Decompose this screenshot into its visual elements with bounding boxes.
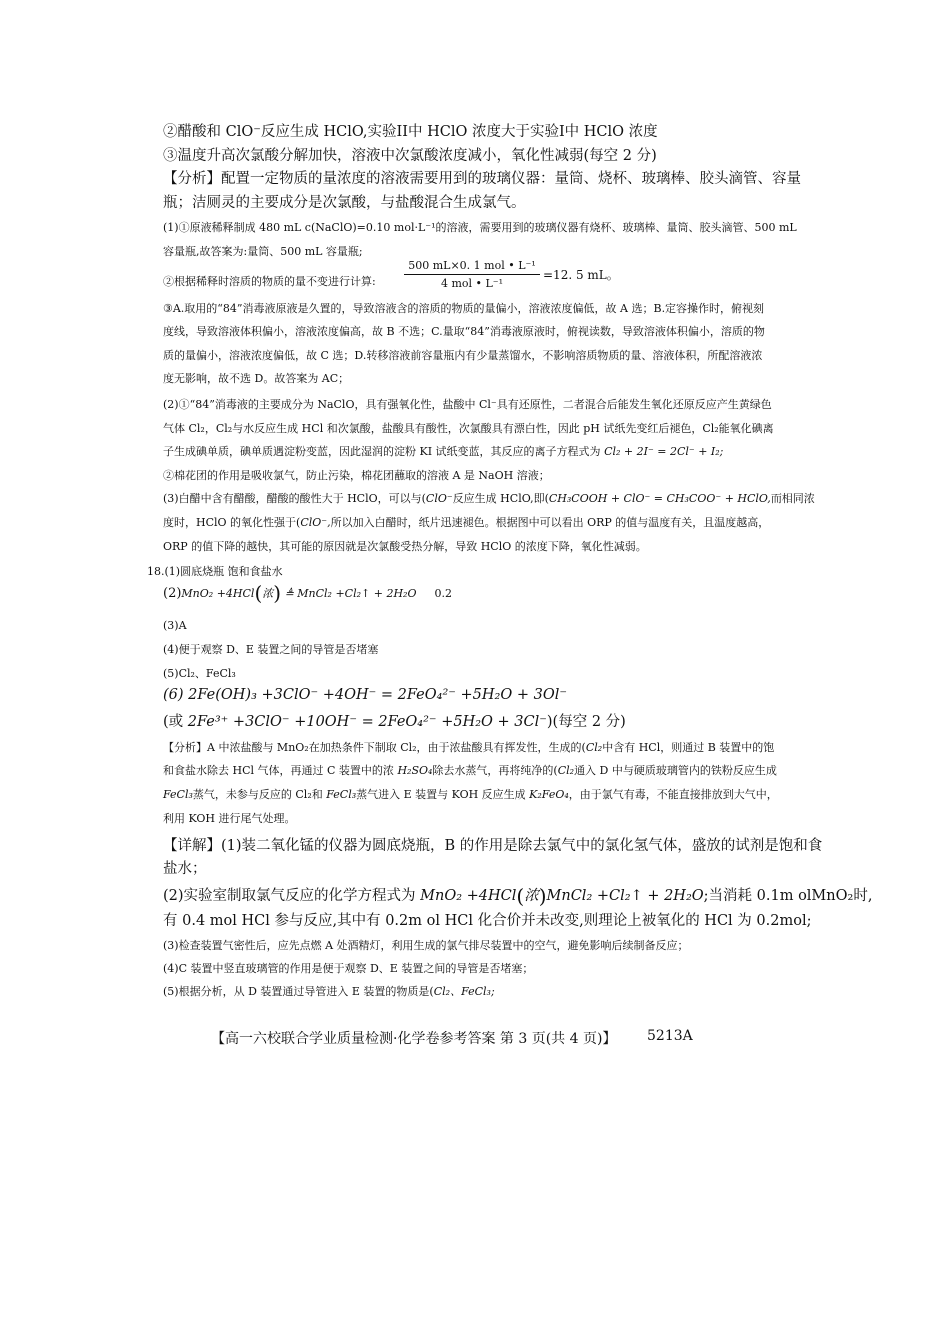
formula: Cl₂、FeCl₃; — [433, 985, 495, 998]
formula: H₂SO₄ — [397, 764, 433, 777]
analysis-line: ②棉花团的作用是吸收氯气，防止污染，棉花团蘸取的溶液 A 是 NaOH 溶液； — [163, 469, 550, 482]
line-text: (5)根据分析，从 D 装置通过导管进入 E 装置的物质是( — [163, 985, 434, 998]
answer-line: (5)Cl₂、FeCl₃ — [163, 667, 236, 680]
answer-line — [163, 581, 452, 605]
line-text: 反应生成 HClO,即( — [452, 492, 549, 505]
detail-heading-line: 【详解】(1)装二氧化锰的仪器为圆底烧瓶，B 的作用是除去氯气中的氯化氢气体，盛放的试剂是饱和食 — [163, 838, 823, 854]
line-text: 【分析】A 中浓盐酸与 MnO₂在加热条件下制取 Cl₂，由于浓盐酸具有挥发性，生成的( — [163, 741, 586, 754]
detail-line: 盐水； — [163, 861, 207, 877]
line-text: 子生成碘单质，碘单质遇淀粉变蓝，因此湿润的淀粉 KI 试纸变蓝，其反应的离子方程式为 — [163, 445, 605, 458]
analysis-line: 容量瓶,故答案为:量筒、500 mL 容量瓶; — [163, 245, 363, 258]
analysis-line: ORP 的值下降的越快，其可能的原因就是次氯酸受热分解，导致 HClO 的浓度下降，氧化性减弱。 — [163, 540, 647, 553]
line-text: 除去水蒸气，再将纯净的( — [432, 764, 558, 777]
line-text: (或 — [163, 714, 188, 730]
line-text: )(每空 2 分) — [546, 714, 626, 730]
line-text: 而相同浓 — [770, 492, 815, 505]
equation: 2Fe³⁺ +3ClO⁻ +10OH⁻ = 2FeO₄²⁻ +5H₂O + 3Cl⁻ — [187, 714, 547, 730]
detail-line: 有 0.4 mol HCl 参与反应,其中有 0.2m ol HCl 化合价并未改变,则理论上被氧化的 HCl 为 0.2mol; — [163, 913, 812, 929]
dilution-fraction — [404, 259, 540, 290]
line-text: ，由于氯气有毒，不能直接排放到大气中， — [568, 788, 778, 801]
fraction-denominator: 4 mol • L⁻¹ — [440, 277, 504, 290]
detail-line — [163, 884, 873, 908]
analysis-line: (2)①“84”消毒液的主要成分为 NaClO，具有强氧化性，盐酸中 Cl⁻具有还原性，二者混合后能发生氧化还原反应产生黄绿色 — [163, 398, 772, 411]
analysis-line: 度无影响，故不选 D。故答案为 AC； — [163, 372, 350, 385]
answer-value: 0.2 — [434, 587, 452, 600]
answer-equation-alt — [163, 710, 626, 731]
line-text: (3)白醋中含有醋酸，醋酸的酸性大于 HClO，可以与( — [163, 492, 426, 505]
detail-line: (3)检查装置气密性后，应先点燃 A 处酒精灯，利用生成的氯气排尽装置中的空气，避免影响后续制备反应； — [163, 939, 689, 952]
analysis-line: 质的量偏小，溶液浓度偏低，故 C 选；D.转移溶液前容量瓶内有少量蒸馏水，不影响溶质物质的量、溶液体积，所配溶液浓 — [163, 349, 763, 362]
analysis-heading-line: 【分析】配置一定物质的量浓度的溶液需要用到的玻璃仪器：量筒、烧杯、玻璃棒、胶头滴管、容量 — [163, 171, 801, 187]
left-paren: ( — [516, 884, 525, 908]
line-text: 度时，HClO 的氧化性强于( — [163, 516, 301, 529]
detail-line — [163, 983, 495, 999]
analysis-line — [163, 490, 815, 506]
analysis-line: 瓶；洁厕灵的主要成分是次氯酸，与盐酸混合生成氯气。 — [163, 195, 526, 211]
formula: 浓 — [524, 888, 539, 904]
detail-line: (4)C 装置中竖直玻璃管的作用是便于观察 D、E 装置之间的导管是否堵塞； — [163, 962, 534, 975]
analysis-line: 度线，导致溶液体积偏小，溶液浓度偏高，故 B 不选；C.量取“84”消毒液原液时，俯视读数，导致溶液体积偏小，溶质的物 — [163, 325, 765, 338]
formula: Cl₂ — [585, 741, 603, 754]
answer-line: (4)便于观察 D、E 装置之间的导管是否堵塞 — [163, 643, 379, 656]
line-text: 和食盐水除去 HCl 气体，再通过 C 装置中的浓 — [163, 764, 398, 777]
analysis-line — [163, 514, 769, 530]
analysis-line — [163, 443, 723, 459]
equation: MnO₂ +4HCl — [420, 888, 517, 904]
question-18-heading: 18.(1)圆底烧瓶 饱和食盐水 — [147, 565, 283, 578]
analysis-line — [163, 762, 777, 778]
formula: 浓 — [262, 587, 274, 600]
analysis-line — [163, 739, 774, 755]
analysis-line — [163, 786, 778, 802]
line-text: 蒸气进入 E 装置与 KOH 反应生成 — [356, 788, 530, 801]
right-paren: ) — [538, 884, 547, 908]
formula: K₂FeO₄ — [529, 788, 569, 801]
equation: ≜ MnCl₂ +Cl₂↑ + 2H₂O — [284, 587, 417, 600]
equation: MnCl₂ +Cl₂↑ + 2H₂O — [546, 888, 704, 904]
formula: ClO⁻, — [300, 516, 331, 529]
formula: ClO⁻ — [425, 492, 453, 505]
formula: FeCl₃ — [163, 788, 193, 801]
fraction-result: =12. 5 mL。 — [543, 268, 619, 282]
line-text: (2) — [163, 586, 182, 601]
analysis-line: (1)①原液稀释制成 480 mL c(NaClO)=0.10 mol·L⁻¹的溶液，需要用到的玻璃仪器有烧杯、玻璃棒、量筒、胶头滴管、500 mL — [163, 221, 797, 234]
fraction-numerator: 500 mL×0. 1 mol • L⁻¹ — [408, 259, 536, 272]
page-footer: 【高一六校联合学业质量检测·化学卷参考答案 第 3 页(共 4 页)】 — [211, 1031, 617, 1047]
right-paren: ) — [273, 581, 282, 605]
answer-equation: (6) 2Fe(OH)₃ +3ClO⁻ +4OH⁻ = 2FeO₄²⁻ +5H₂O + 3Ol⁻ — [163, 687, 568, 703]
answer-line: (3)A — [163, 619, 187, 632]
analysis-line: ②根据稀释时溶质的物质的量不变进行计算: — [163, 275, 376, 288]
formula: FeCl₃ — [326, 788, 357, 801]
equation: MnO₂ +4HCl — [181, 587, 255, 600]
ionic-equation: Cl₂ + 2I⁻ = 2Cl⁻ + I₂; — [604, 445, 724, 458]
formula: Cl₂ — [557, 764, 575, 777]
line-text: ;当消耗 0.1m olMnO₂时, — [703, 888, 873, 904]
equation: CH₃COOH + ClO⁻ = CH₃COO⁻ + HClO, — [548, 492, 771, 505]
answer-line: ②醋酸和 ClO⁻反应生成 HClO,实验II中 HClO 浓度大于实验I中 HClO 浓度 — [163, 124, 658, 140]
answer-line: ③温度升高次氯酸分解加快，溶液中次氯酸浓度减小，氧化性减弱(每空 2 分) — [163, 148, 657, 164]
left-paren: ( — [254, 581, 263, 605]
line-text: 通入 D 中与硬质玻璃管内的铁粉反应生成 — [574, 764, 777, 777]
line-text: 蒸气，未参与反应的 Cl₂和 — [192, 788, 327, 801]
line-text: (2)实验室制取氯气反应的化学方程式为 — [163, 888, 421, 904]
analysis-line: 气体 Cl₂，Cl₂与水反应生成 HCl 和次氯酸，盐酸具有酸性，次氯酸具有漂白性，因此 pH 试纸先变红后褪色，Cl₂能氧化碘离 — [163, 422, 774, 435]
line-text: 中含有 HCl，则通过 B 装置中的饱 — [602, 741, 775, 754]
document-code: 5213A — [647, 1028, 693, 1044]
analysis-line: ③A.取用的“84”消毒液原液是久置的，导致溶液含的溶质的物质的量偏小，溶液浓度偏低，故 A 选；B.定容操作时，俯视刻 — [163, 302, 765, 315]
analysis-line: 利用 KOH 进行尾气处理。 — [163, 812, 296, 825]
line-text: 所以加入白醋时，纸片迅速褪色。根据图中可以看出 ORP 的值与温度有关，且温度越高， — [330, 516, 770, 529]
